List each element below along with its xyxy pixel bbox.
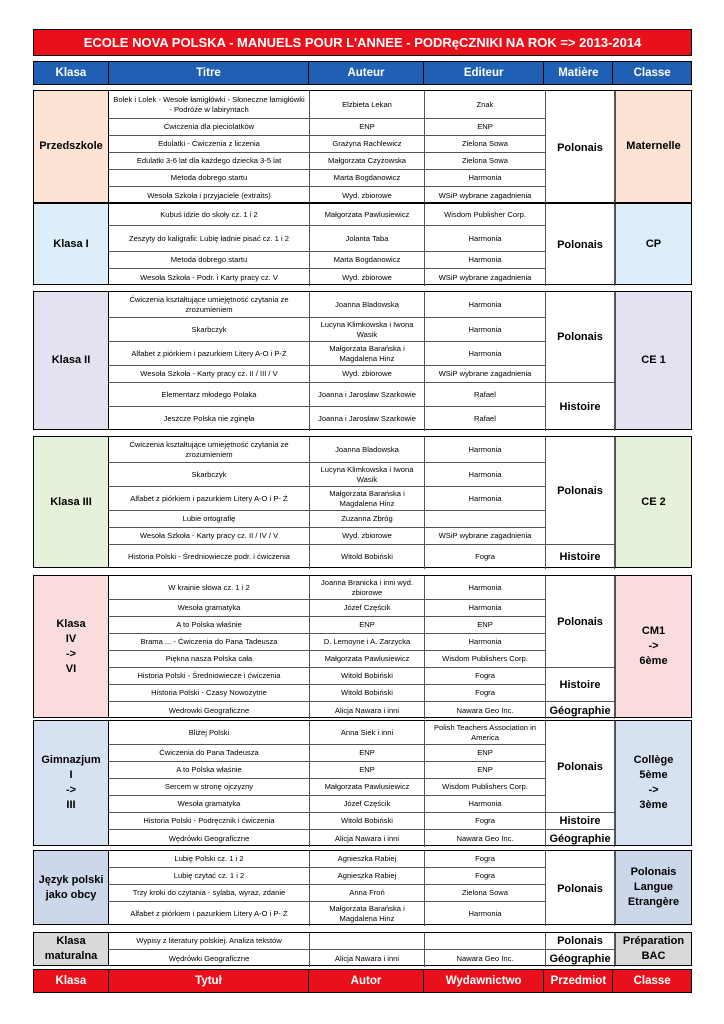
- klasa-label: Język polski jako obcy: [34, 851, 109, 924]
- book-publisher: Wisdom Publisher Corp.: [425, 204, 546, 226]
- book-title: Ćwiczenia do Pana Tadeusza: [109, 745, 310, 762]
- book-author: Joanna Branicka i inni wyd. zbiorowe: [310, 576, 425, 600]
- book-publisher: Zielona Sowa: [425, 153, 546, 170]
- book-author: ENP: [310, 617, 425, 634]
- book-author: Zuzanna Zbróg: [310, 511, 425, 528]
- book-author: Józef Częścik: [310, 600, 425, 617]
- classe-label: CM1 -> 6ème: [615, 576, 691, 717]
- book-author: Witold Bobiński: [310, 668, 425, 685]
- book-publisher: Harmonia: [425, 796, 546, 813]
- book-author: Agnieszka Rabiej: [310, 868, 425, 885]
- book-publisher: Zielona Sowa: [425, 136, 546, 153]
- footer-matiere: Przedmiot: [544, 970, 613, 992]
- book-publisher: Harmonia: [425, 634, 546, 651]
- book-title: Wesoła Szkoła - Karty pracy cz. II / IV / V: [109, 528, 310, 545]
- group-0: [33, 90, 692, 203]
- book-title: Brama ... - Ćwiczenia do Pana Tadeusza: [109, 634, 310, 651]
- book-title: Ćwiczenia dla pieciolatków: [109, 119, 310, 136]
- book-publisher: WSiP wybrane zagadnienia: [425, 528, 546, 545]
- book-title: Ćwiczenia kształtujące umiejętność czytania ze zrozumieniem: [109, 292, 310, 318]
- subject-label: Histoire: [546, 668, 615, 702]
- book-title: Historia Polski - Średniowiecze podr. i ćwiczenia: [109, 545, 310, 569]
- book-title: A to Polska właśnie: [109, 617, 310, 634]
- subject-label: Géographie: [546, 950, 615, 967]
- subject-label: Polonais: [546, 721, 615, 813]
- book-publisher: Polish Teachers Association in America: [425, 721, 546, 745]
- book-author: Joanna Bladowska: [310, 437, 425, 463]
- book-title: Ćwiczenia kształtujące umiejętność czytania ze zrozumieniem: [109, 437, 310, 463]
- book-author: Witold Bobiński: [310, 545, 425, 569]
- book-author: Anna Froń: [310, 885, 425, 902]
- book-author: [310, 933, 425, 950]
- header-klasa: Klasa: [34, 62, 109, 84]
- klasa-label: Klasa I: [34, 204, 109, 284]
- book-title: Skarbczyk: [109, 463, 310, 487]
- book-author: Alicja Nawara i inni: [310, 950, 425, 967]
- footer-editeur: Wydawnictwo: [424, 970, 545, 992]
- book-publisher: [425, 511, 546, 528]
- book-title: Wędrówki Geograficzne: [109, 950, 310, 967]
- book-author: Agnieszka Rabiej: [310, 851, 425, 868]
- book-title: Kubuś idzie do skoły cz. 1 i 2: [109, 204, 310, 226]
- book-title: Metoda dobrego startu: [109, 252, 310, 269]
- book-author: ENP: [310, 762, 425, 779]
- group-4: [33, 575, 692, 718]
- klasa-label: Klasa IV -> VI: [34, 576, 109, 717]
- subject-label: Géographie: [546, 702, 615, 719]
- book-author: D. Lemoyne i A. Zarzycka: [310, 634, 425, 651]
- subject-label: Polonais: [546, 851, 615, 926]
- book-author: Marta Bogdanowicz: [310, 170, 425, 187]
- book-title: Alfabet z piórkiem i pazurkiem Litery A-O i P- Ż: [109, 902, 310, 926]
- book-title: Wesoła Szkoła i przyjaciele (extraits): [109, 187, 310, 204]
- book-publisher: Zielona Sowa: [425, 885, 546, 902]
- book-author: Grażyna Rachlewicz: [310, 136, 425, 153]
- classe-label: Collège 5ème -> 3ème: [615, 721, 691, 845]
- book-author: Józef Częścik: [310, 796, 425, 813]
- book-author: Jolanta Taba: [310, 226, 425, 252]
- classe-label: CP: [615, 204, 691, 284]
- book-publisher: Harmonia: [425, 487, 546, 511]
- book-publisher: ENP: [425, 617, 546, 634]
- book-title: Wesoła Szkoła - Karty pracy cz. II / III / V: [109, 366, 310, 383]
- book-title: Zeszyty do kaligrafii: Lubię ładnie pisać cz. 1 i 2: [109, 226, 310, 252]
- book-publisher: Fogra: [425, 668, 546, 685]
- book-publisher: Harmonia: [425, 318, 546, 342]
- book-title: Edulatki 3-6 lat dla każdego dziecka 3-5 lat: [109, 153, 310, 170]
- classe-label: Polonais Langue Etrangère: [615, 851, 691, 924]
- book-publisher: Harmonia: [425, 226, 546, 252]
- book-title: Historia Polski - Czasy Nowożytne: [109, 685, 310, 702]
- group-5: [33, 720, 692, 846]
- book-title: Historia Polski - Podręcznik i ćwiczenia: [109, 813, 310, 830]
- book-title: Skarbczyk: [109, 318, 310, 342]
- group-6: [33, 850, 692, 925]
- classe-label: Préparation BAC: [615, 933, 691, 965]
- book-publisher: Harmonia: [425, 437, 546, 463]
- book-author: ENP: [310, 119, 425, 136]
- book-author: Lucyna Klimkowska i Iwona Wasik: [310, 463, 425, 487]
- book-title: Historia Polski - Średniowiecze i ćwiczenia: [109, 668, 310, 685]
- book-title: Lubię Polski cz. 1 i 2: [109, 851, 310, 868]
- book-publisher: WSiP wybrane zagadnienia: [425, 269, 546, 286]
- book-publisher: ENP: [425, 762, 546, 779]
- book-title: Bliżej Polski: [109, 721, 310, 745]
- book-publisher: Fogra: [425, 685, 546, 702]
- book-publisher: Harmonia: [425, 342, 546, 366]
- book-title: Alfabet z piórkiem i pazurkiem Litery A-O i P- Ż: [109, 487, 310, 511]
- subject-label: Histoire: [546, 813, 615, 830]
- book-author: Witold Bobiński: [310, 685, 425, 702]
- book-title: Trzy kroki do czytania - sylaba, wyraz, zdanie: [109, 885, 310, 902]
- book-publisher: Wisdom Publishers Corp.: [425, 779, 546, 796]
- book-publisher: Harmonia: [425, 292, 546, 318]
- book-title: A to Polska właśnie: [109, 762, 310, 779]
- book-title: Sercem w stronę ojczyzny: [109, 779, 310, 796]
- header-matiere: Matière: [544, 62, 613, 84]
- footer-titre: Tytuł: [109, 970, 309, 992]
- book-publisher: Fogra: [425, 813, 546, 830]
- header-editeur: Editeur: [424, 62, 545, 84]
- book-publisher: Nawara Geo Inc.: [425, 702, 546, 719]
- klasa-label: Klasa II: [34, 292, 109, 429]
- header-titre: Titre: [109, 62, 309, 84]
- book-title: Jeszcze Polska nie zginęła: [109, 407, 310, 431]
- book-author: Witold Bobiński: [310, 813, 425, 830]
- book-author: Małgorzata Pawlusiewicz: [310, 779, 425, 796]
- book-title: Wesoła gramatyka: [109, 600, 310, 617]
- page-title: ECOLE NOVA POLSKA - MANUELS POUR L'ANNEE - PODRęCZNIKI NA ROK => 2013-2014: [33, 29, 692, 56]
- klasa-label: Przedszkole: [34, 91, 109, 202]
- header-auteur: Auteur: [309, 62, 424, 84]
- book-title: Wypisy z literatury polskiej. Analiza tekstów: [109, 933, 310, 950]
- classe-label: CE 2: [615, 437, 691, 567]
- book-title: Lubię czytać cz. 1 i 2: [109, 868, 310, 885]
- book-publisher: Fogra: [425, 851, 546, 868]
- book-title: Bolek i Lolek - Wesołe łamigłówki - Słoneczne łamigłówki - Podróże w labiryntach: [109, 91, 310, 119]
- group-1: [33, 203, 692, 285]
- book-title: Alfabet z piórkiem i pazurkiem Litery A-O i P-Ż: [109, 342, 310, 366]
- book-title: Wesoła gramatyka: [109, 796, 310, 813]
- book-title: Wesoła Szkoła - Podr. i Karty pracy cz. V: [109, 269, 310, 286]
- book-author: Małgorzata Pawlusiewicz: [310, 651, 425, 668]
- book-title: Lubie ortografię: [109, 511, 310, 528]
- book-publisher: Rafael: [425, 407, 546, 431]
- subject-label: Polonais: [546, 204, 615, 286]
- book-title: Elementarz młodego Polaka: [109, 383, 310, 407]
- subject-label: Polonais: [546, 437, 615, 545]
- book-publisher: Harmonia: [425, 170, 546, 187]
- group-2: [33, 291, 692, 430]
- book-author: Małgorzata Pawlusiewicz: [310, 204, 425, 226]
- book-title: Wędrówki Geograficzne: [109, 830, 310, 847]
- book-author: Marta Bogdanowicz: [310, 252, 425, 269]
- book-publisher: Znak: [425, 91, 546, 119]
- book-publisher: Harmonia: [425, 902, 546, 926]
- book-publisher: Nawara Geo Inc.: [425, 950, 546, 967]
- book-author: Joanna i Jarosław Szarkowie: [310, 407, 425, 431]
- book-publisher: Harmonia: [425, 252, 546, 269]
- klasa-label: Klasa III: [34, 437, 109, 567]
- book-publisher: Nawara Geo Inc.: [425, 830, 546, 847]
- subject-label: Polonais: [546, 91, 615, 204]
- book-publisher: Rafael: [425, 383, 546, 407]
- footer-classe: Classe: [613, 970, 691, 992]
- book-author: Alicja Nawara i inni: [310, 830, 425, 847]
- header-classe: Classe: [613, 62, 691, 84]
- book-author: Małgorzata Barańska i Magdalena Hinz: [310, 487, 425, 511]
- group-3: [33, 436, 692, 568]
- book-author: Wyd. zbiorowe: [310, 269, 425, 286]
- book-publisher: [425, 933, 546, 950]
- book-publisher: Harmonia: [425, 576, 546, 600]
- table-footer: [33, 969, 692, 993]
- subject-label: Histoire: [546, 545, 615, 569]
- book-author: Małgorzata Barańska i Magdalena Hinz: [310, 342, 425, 366]
- book-publisher: WSiP wybrane zagadnienia: [425, 187, 546, 204]
- book-author: Wyd. zbiorowe: [310, 366, 425, 383]
- klasa-label: Gimnazjum I -> III: [34, 721, 109, 845]
- book-publisher: WSiP wybrane zagadnienia: [425, 366, 546, 383]
- book-author: Anna Siek i inni: [310, 721, 425, 745]
- book-publisher: Fogra: [425, 545, 546, 569]
- book-publisher: Harmonia: [425, 463, 546, 487]
- subject-label: Polonais: [546, 933, 615, 950]
- book-title: Edulatki - Ćwiczenia z liczenia: [109, 136, 310, 153]
- book-author: Małgorzata Czyżowska: [310, 153, 425, 170]
- book-publisher: ENP: [425, 745, 546, 762]
- subject-label: Histoire: [546, 383, 615, 431]
- book-author: Alicja Nawara i inni: [310, 702, 425, 719]
- book-author: Lucyna Klimkowska i Iwona Wasik: [310, 318, 425, 342]
- footer-auteur: Autor: [309, 970, 424, 992]
- book-title: Metoda dobrego startu: [109, 170, 310, 187]
- subject-label: Géographie: [546, 830, 615, 847]
- book-publisher: Harmonia: [425, 600, 546, 617]
- classe-label: CE 1: [615, 292, 691, 429]
- classe-label: Maternelle: [615, 91, 691, 202]
- book-author: Wyd. zbiorowe: [310, 187, 425, 204]
- book-publisher: Wisdom Publishers Corp.: [425, 651, 546, 668]
- book-author: Joanna Bladowska: [310, 292, 425, 318]
- book-publisher: ENP: [425, 119, 546, 136]
- subject-label: Polonais: [546, 576, 615, 668]
- group-7: [33, 932, 692, 966]
- book-author: Joanna i Jarosław Szarkowie: [310, 383, 425, 407]
- book-publisher: Fogra: [425, 868, 546, 885]
- book-title: Wedrowki Geograficzne: [109, 702, 310, 719]
- book-author: Wyd. zbiorowe: [310, 528, 425, 545]
- table-header: [33, 61, 692, 85]
- book-author: ENP: [310, 745, 425, 762]
- book-title: Piękna nasza Polska cała: [109, 651, 310, 668]
- book-author: Elzbieta Lekan: [310, 91, 425, 119]
- book-author: Małgorzata Barańska i Magdalena Hinz: [310, 902, 425, 926]
- book-title: W krainie słowa cz. 1 i 2: [109, 576, 310, 600]
- subject-label: Polonais: [546, 292, 615, 383]
- footer-klasa: Klasa: [34, 970, 109, 992]
- klasa-label: Klasa maturalna: [34, 933, 109, 965]
